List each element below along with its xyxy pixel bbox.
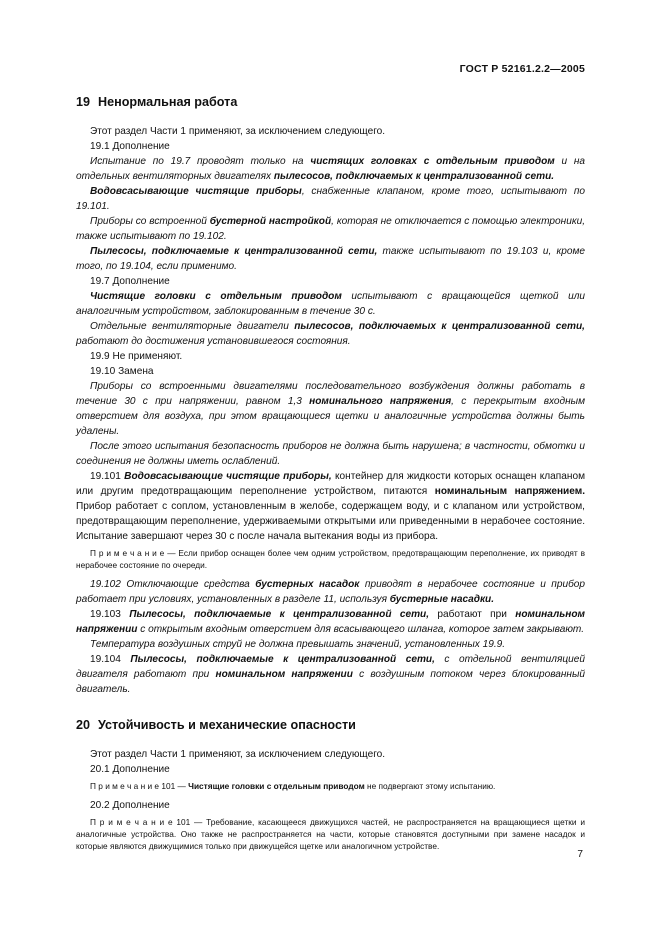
- note: П р и м е ч а н и е 101 — Требование, касающееся движущихся частей, не распространяется на вращающиеся щетки и аналогичные устройства. Оно также не распространяется на части, которые становятся доступными при замене насадок и которые являются движущимися только при движущейся щетке или аналогичном устройстве.: [76, 817, 585, 851]
- section-19-heading: [76, 94, 585, 110]
- paragraph: Испытание по 19.7 проводят только на чистящих головках с отдельным приводом и на отдельных вентиляторных двигателях пылесосов, подключаемых к централизованной сети.: [76, 156, 585, 182]
- paragraph: Отдельные вентиляторные двигатели пылесосов, подключаемых к централизованной сети, работают до достижения установившегося состояния.: [76, 321, 585, 347]
- section-20-heading: [76, 717, 585, 733]
- clause-19-10-label: 19.10 Замена: [90, 366, 154, 377]
- section-20-intro: Этот раздел Части 1 применяют, за исключением следующего.: [90, 749, 386, 760]
- paragraph: Чистящие головки с отдельным приводом испытывают с вращающейся щеткой или аналогичным устройством, заблокированным в течение 30 с.: [76, 291, 585, 317]
- clause-19-7-label: 19.7 Дополнение: [90, 276, 170, 287]
- paragraph: Приборы со встроенной бустерной настройкой, которая не отключается с помощью электроники, также испытывают по 19.102.: [76, 216, 586, 242]
- paragraph: Водовсасывающие чистящие приборы, снабженные клапаном, кроме того, испытывают по 19.101.: [76, 186, 585, 212]
- section-title: Ненормальная работа: [98, 95, 238, 109]
- document-id: ГОСТ Р 52161.2.2—2005: [459, 63, 585, 75]
- paragraph: Температура воздушных струй не должна превышать значений, установленных 19.9.: [90, 639, 506, 650]
- page-number: 7: [577, 849, 583, 860]
- clause-19-1-label: 19.1 Дополнение: [90, 141, 170, 152]
- clause-19-101: 19.101 Водовсасывающие чистящие приборы, контейнер для жидкости которых оснащен клапаном или другим предотвращающим переполнение устройством, питаются номинальным напряжением. Прибор работает с соплом, установленным в желобе, содержащем воду, и с клапаном или устройством, предотвращающим переполнение, удерживаемыми открытыми или приведенными в нерабочее состояние. Испытание завершают через 30 с после начала вытекания воды из прибора.: [76, 471, 586, 542]
- clause-20-2-label: 20.2 Дополнение: [90, 800, 170, 811]
- section-title: Устойчивость и механические опасности: [98, 718, 356, 732]
- clause-19-103: 19.103 Пылесосы, подключаемые к централизованной сети, работают при номинальном напряжении с открытым входным отверстием для всасывающего шланга, которое затем закрывают.: [76, 609, 585, 635]
- paragraph: После этого испытания безопасность приборов не должна быть нарушена; в частности, обмотки и соединения не должны иметь ослаблений.: [76, 441, 585, 467]
- clause-19-9: 19.9 Не применяют.: [90, 351, 183, 362]
- paragraph: Пылесосы, подключаемые к централизованной сети, также испытывают по 19.103 и, кроме того, по 19.104, если применимо.: [76, 246, 585, 272]
- clause-19-102: 19.102 Отключающие средства бустерных насадок приводят в нерабочее состояние и прибор работает при условиях, установленных в разделе 11, используя бустерные насадки.: [76, 579, 585, 605]
- note: П р и м е ч а н и е — Если прибор оснащен более чем одним устройством, предотвращающим переполнение, их приводят в нерабочее состояние по очереди.: [76, 548, 586, 570]
- section-19-intro: Этот раздел Части 1 применяют, за исключением следующего.: [90, 126, 386, 137]
- section-number: 20: [76, 718, 91, 732]
- clause-20-1-label: 20.1 Дополнение: [90, 764, 170, 775]
- section-number: 19: [76, 95, 91, 109]
- paragraph: Приборы со встроенными двигателями последовательного возбуждения должны работать в течение 30 с при напряжении, равном 1,3 номинального напряжения, с перекрытым входным отверстием для воздуха, при этом вращающиеся щетки и аналогичные устройства должны быть удалены.: [76, 381, 585, 437]
- page-content: [76, 94, 585, 852]
- note: П р и м е ч а н и е 101 — Чистящие головки с отдельным приводом не подвергают этому испытанию.: [90, 781, 496, 791]
- clause-19-104: 19.104 Пылесосы, подключаемые к централизованной сети, с отдельной вентиляцией двигателя работают при номинальном напряжении с воздушным потоком через блокированный двигатель.: [76, 654, 586, 695]
